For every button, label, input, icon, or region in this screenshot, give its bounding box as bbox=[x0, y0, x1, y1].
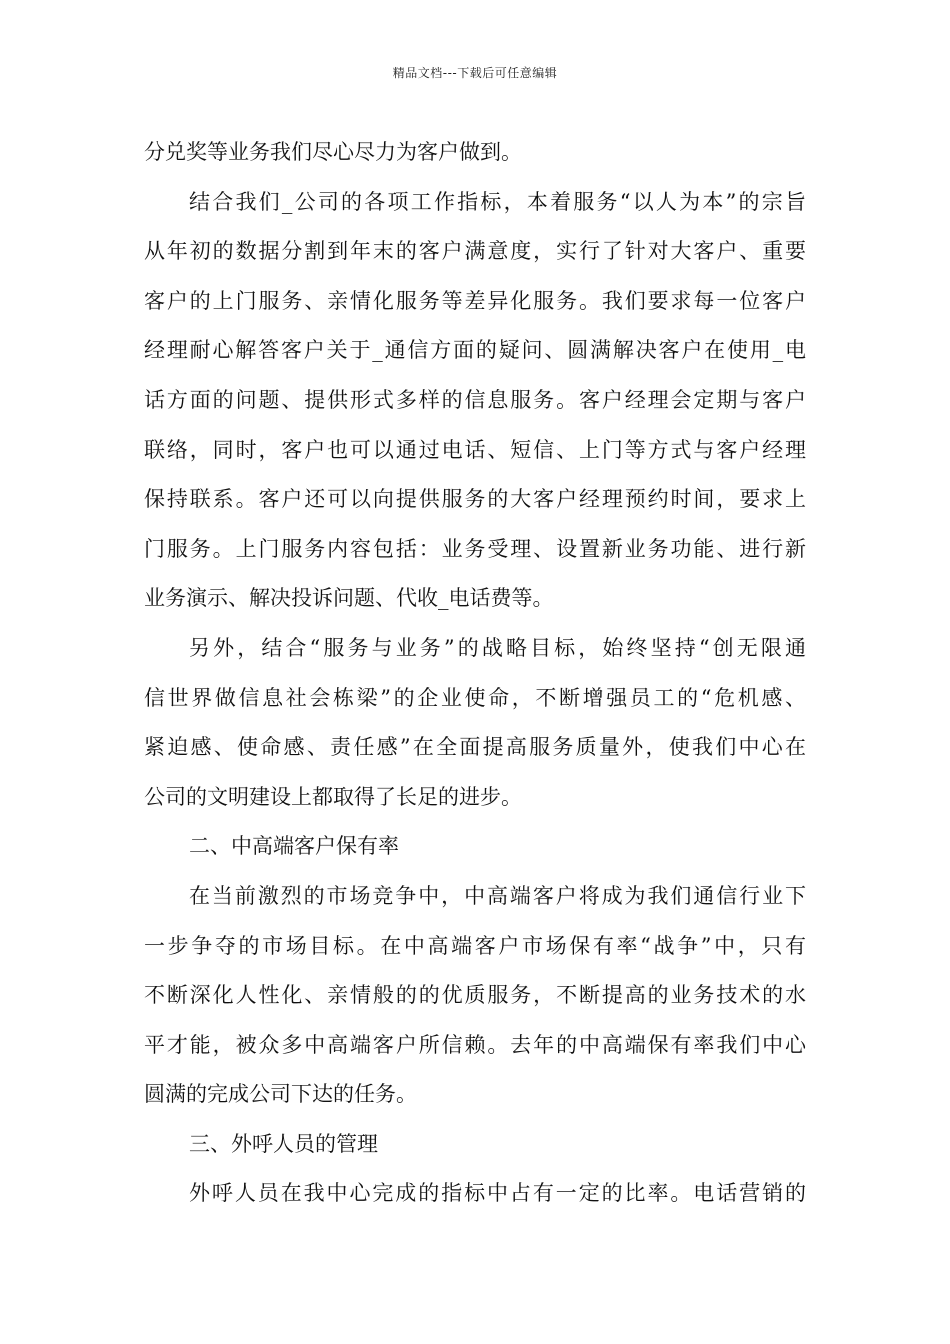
text-line: 从年初的数据分割到年末的客户满意度，实行了针对大客户、重要 bbox=[144, 239, 806, 264]
text-line: 圆满的完成公司下达的任务。 bbox=[144, 1082, 417, 1107]
text-line: 业务演示、解决投诉问题、代收_电话费等。 bbox=[144, 586, 554, 611]
document-body bbox=[144, 128, 806, 1219]
text-line: 一步争夺的市场目标。在中高端客户市场保有率“战争”中，只有 bbox=[144, 933, 806, 958]
section-heading: 三、外呼人员的管理 bbox=[189, 1131, 378, 1156]
text-line: 经理耐心解答客户关于_通信方面的疑问、圆满解决客户在使用_电 bbox=[144, 338, 806, 363]
text-line: 客户的上门服务、亲情化服务等差异化服务。我们要求每一位客户 bbox=[144, 288, 806, 313]
page-header: 精品文档---下载后可任意编辑 bbox=[392, 66, 558, 80]
text-line: 话方面的问题、提供形式多样的信息服务。客户经理会定期与客户 bbox=[144, 387, 806, 412]
text-line: 另外，结合“服务与业务”的战略目标，始终坚持“创无限通 bbox=[189, 635, 806, 660]
text-line: 结合我们_公司的各项工作指标，本着服务“以人为本”的宗旨 bbox=[189, 189, 806, 214]
text-line: 公司的文明建设上都取得了长足的进步。 bbox=[144, 784, 522, 809]
text-line: 在当前激烈的市场竞争中，中高端客户将成为我们通信行业下 bbox=[189, 883, 806, 908]
text-line: 外呼人员在我中心完成的指标中占有一定的比率。电话营销的 bbox=[189, 1181, 806, 1206]
text-line: 门服务。上门服务内容包括：业务受理、设置新业务功能、进行新 bbox=[144, 536, 806, 561]
text-line: 保持联系。客户还可以向提供服务的大客户经理预约时间，要求上 bbox=[144, 487, 806, 512]
text-line: 信世界做信息社会栋梁”的企业使命，不断增强员工的“危机感、 bbox=[144, 685, 806, 710]
section-heading: 二、中高端客户保有率 bbox=[189, 834, 399, 859]
text-line: 分兑奖等业务我们尽心尽力为客户做到。 bbox=[144, 140, 522, 164]
text-line: 平才能，被众多中高端客户所信赖。去年的中高端保有率我们中心 bbox=[144, 1032, 806, 1057]
text-line: 不断深化人性化、亲情般的的优质服务，不断提高的业务技术的水 bbox=[144, 983, 806, 1008]
text-line: 紧迫感、使命感、责任感”在全面提高服务质量外，使我们中心在 bbox=[144, 735, 806, 760]
text-line: 联络，同时，客户也可以通过电话、短信、上门等方式与客户经理 bbox=[144, 437, 806, 462]
